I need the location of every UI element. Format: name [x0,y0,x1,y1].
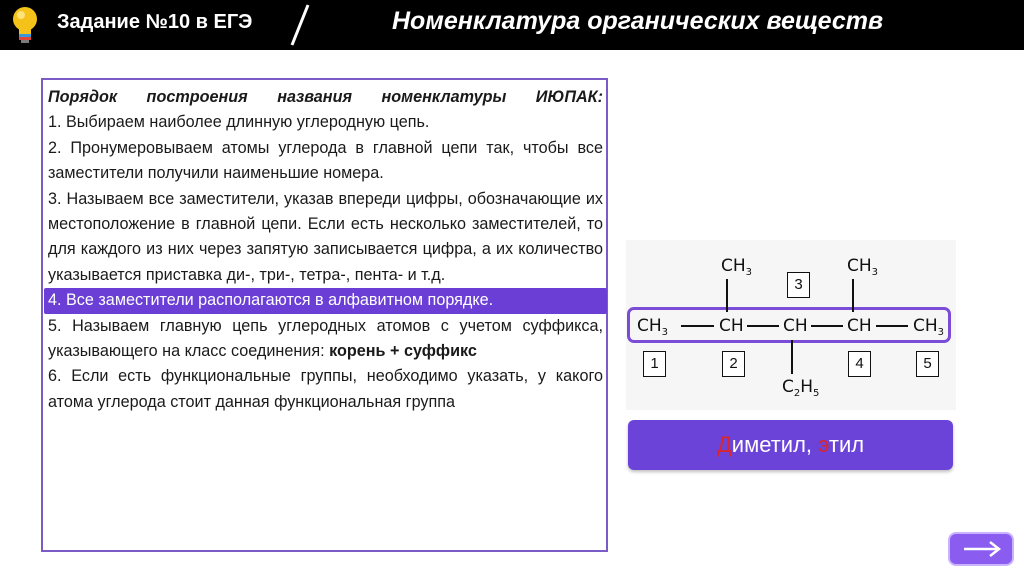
bond-4-5 [876,325,908,327]
carbon-3: CH [783,316,808,336]
rules-heading: Порядок построения названия номенклатуры ИЮПАК: [48,88,603,106]
bond-2-methyl [726,279,728,312]
bond-3-ethyl [791,340,793,374]
carbon-2: CH [719,316,744,336]
next-slide-button[interactable] [948,532,1014,566]
carbon-5: $CH_3$ [913,316,945,338]
carbon-4: CH [847,316,872,336]
rule-item-2: 2. Пронумеровываем атомы углерода в главной цепи так, чтобы все заместители получили наименьшие номера. [48,138,603,183]
rule-item-5-bold: корень + суффикс [329,342,477,361]
rule-item-5 [48,314,603,365]
carbon-number-2: 2 [722,351,745,377]
answer-text-1: иметил, [731,432,819,457]
bond-1-2 [681,325,714,327]
rule-item-3: 3. Называем все заместители, указав впереди цифры, обозначающие их местоположение в главной цепи. Если есть несколько заместителей, то для каждого из них через запятую записывается цифра, а их количество указывается приставка ди-, три-, тетра-, пента- и т.д. [48,189,603,284]
carbon-number-5: 5 [916,351,939,377]
bond-2-3 [747,325,779,327]
answer-letter-e: э [818,432,829,457]
carbon-number-3: 3 [787,272,810,298]
methyl-group-1: $CH_3$ [721,256,753,278]
rule-item-1: 1. Выбираем наиболее длинную углеродную цепь. [48,113,430,132]
answer-text-2: тил [828,432,865,457]
bond-3-4 [811,325,843,327]
arrow-right-icon [962,540,1002,558]
lightbulb-icon [8,4,42,46]
rule-item-4-highlighted: 4. Все заместители располагаются в алфавитном порядке. [44,288,607,313]
rules-list [48,85,603,415]
answer-banner [628,420,953,470]
answer-letter-d: Д [716,432,732,457]
bond-4-methyl [852,279,854,312]
task-label: Задание №10 в ЕГЭ [57,11,253,33]
rule-item-5-text: 5. Называем главную цепь углеродных атомов с учетом суффикса, указывающего на класс соединения: [48,316,603,361]
rule-item-6: 6. Если есть функциональные группы, необходимо указать, у какого атома углерода стоит данная функциональная группа [48,367,603,411]
carbon-number-4: 4 [848,351,871,377]
carbon-number-1: 1 [643,351,666,377]
carbon-1: $CH_3$ [637,316,669,338]
methyl-group-2: $CH_3$ [847,256,879,278]
divider-slash [286,2,314,48]
ethyl-group: $C_2H_5$ [782,377,820,399]
page-title: Номенклатура органических веществ [392,7,884,35]
slide-header [0,0,1024,50]
